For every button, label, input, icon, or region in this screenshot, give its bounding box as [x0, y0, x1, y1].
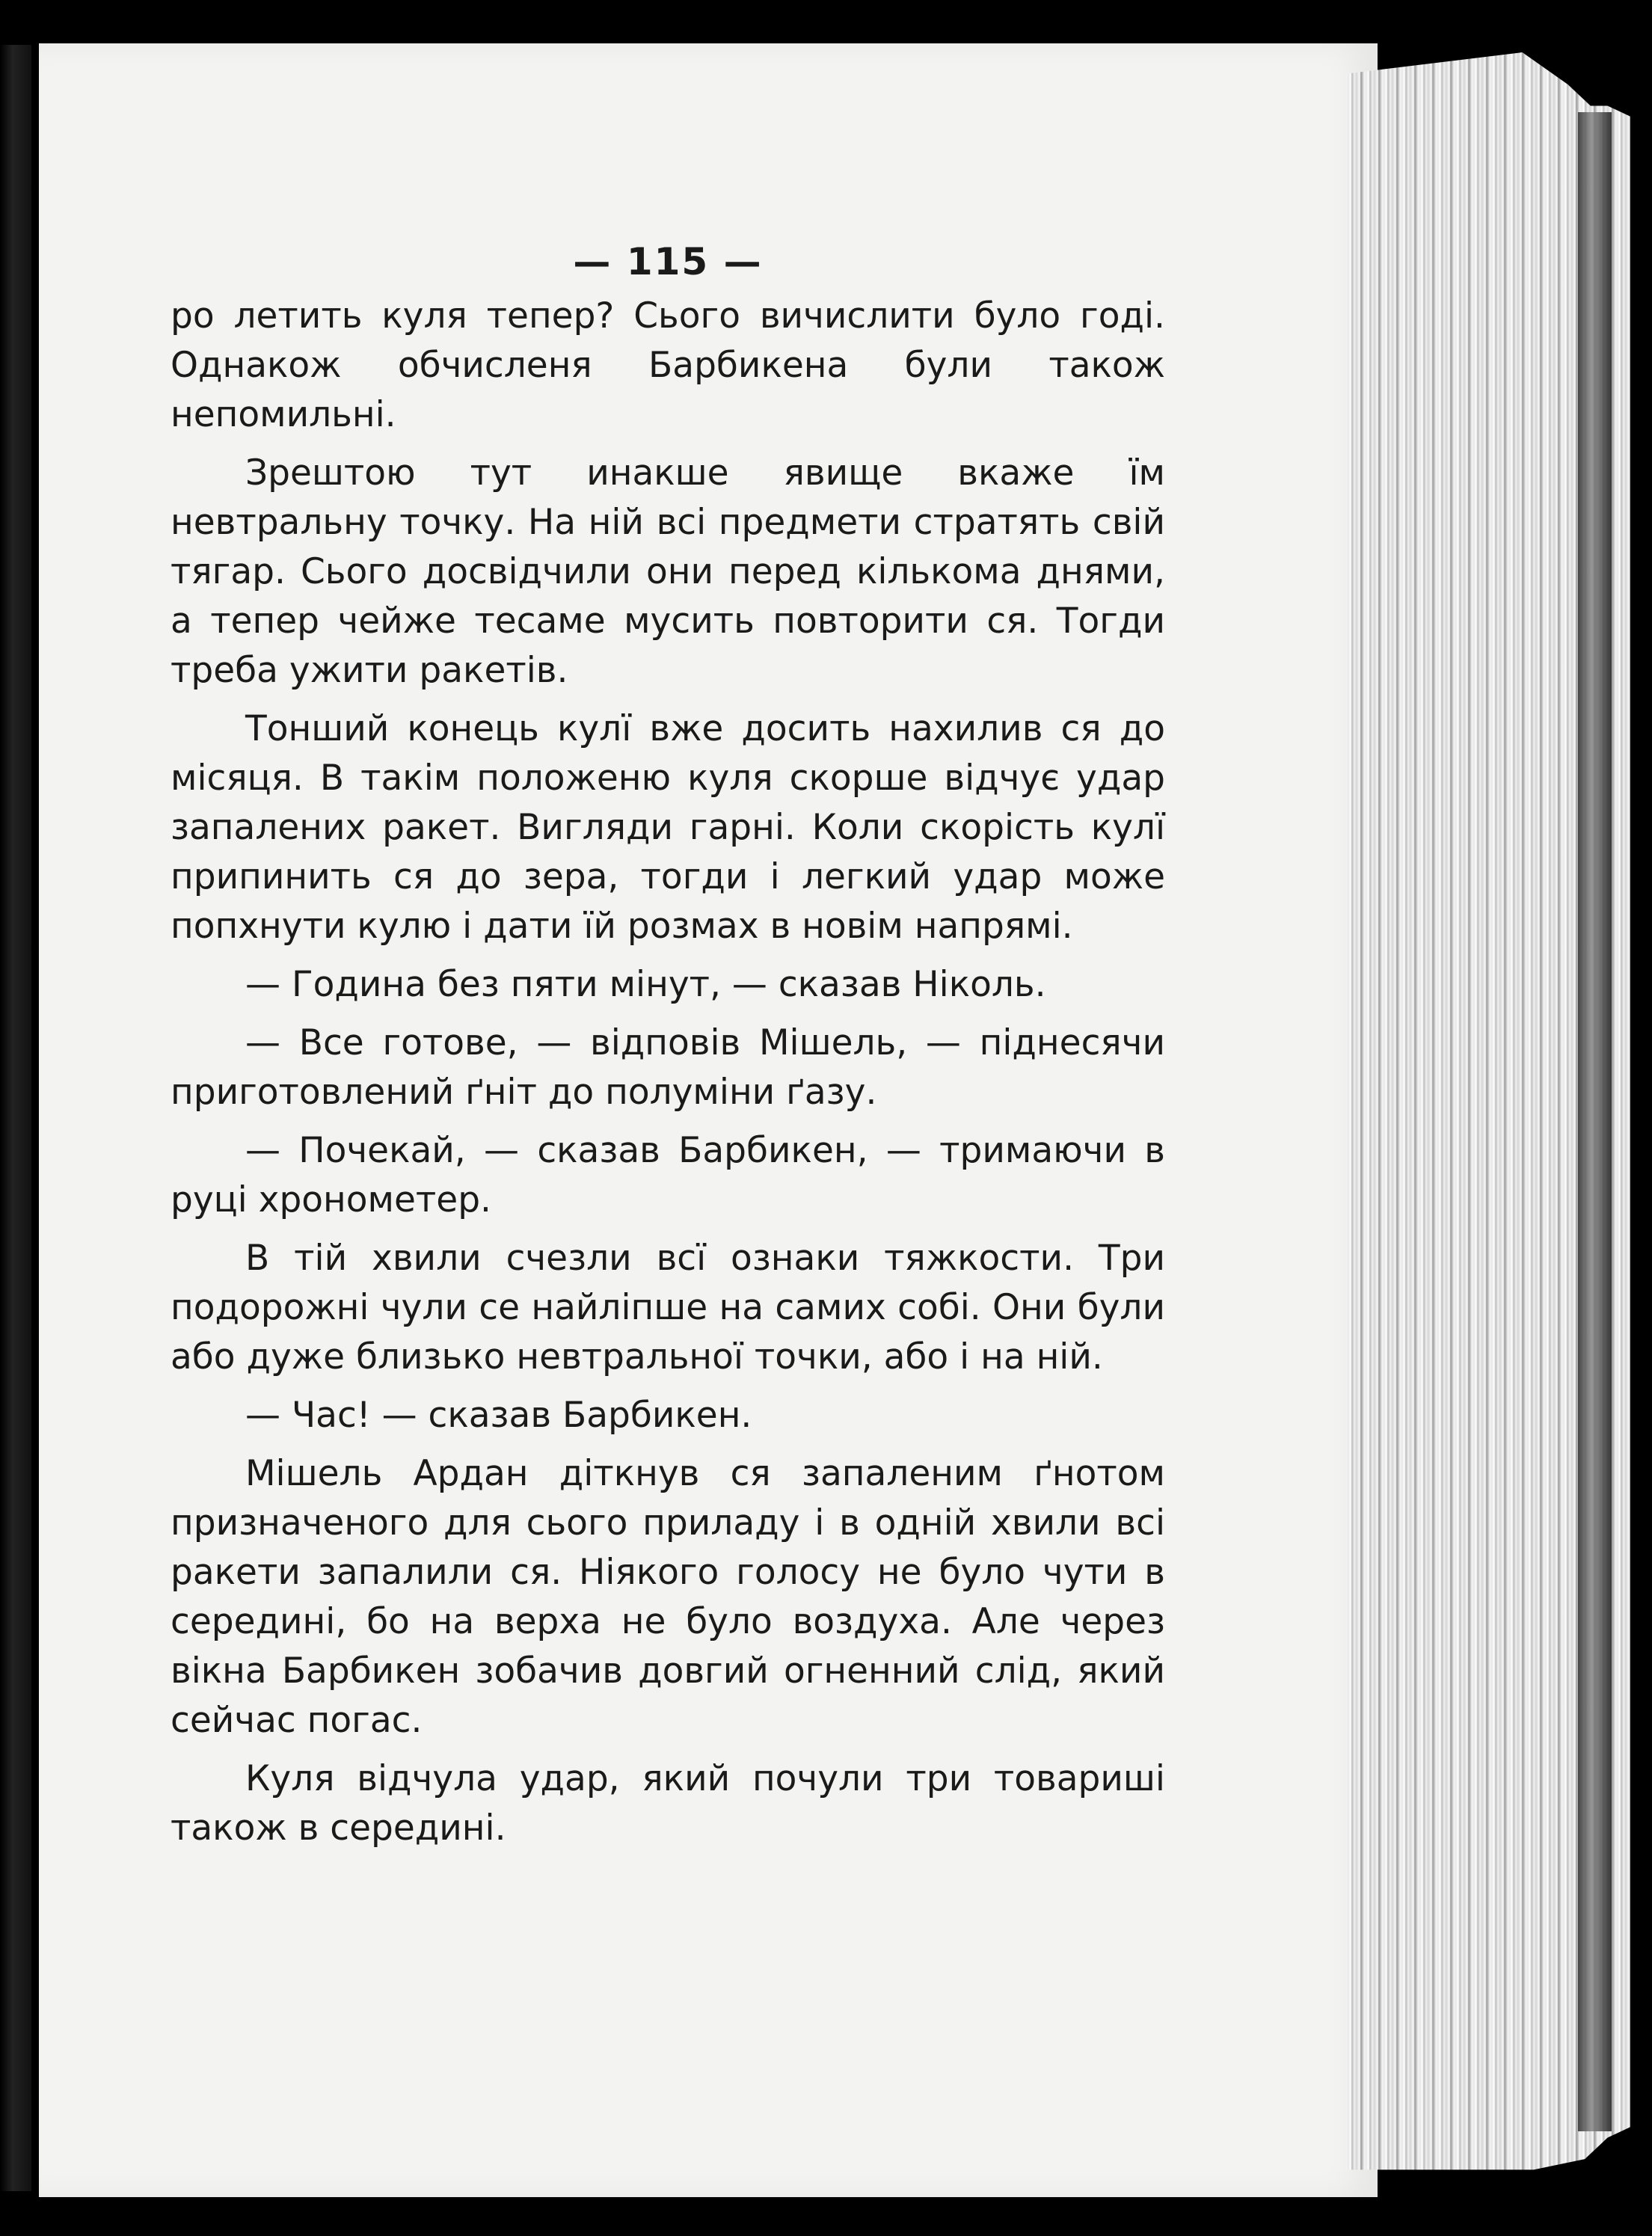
paragraph: Мішель Ардан діткнув ся запаленим ґнотом призначеного для сього приладу і в одній хвили всі ракети запалили ся. Ніякого голосу не було чути в середині, бо на верха не було воздуха. Але через вікна Барбикен зобачив довгий огненний слід, який сейчас погас. [171, 1453, 1165, 1741]
paragraph: Тонший конець кулї вже досить нахилив ся до місяця. В такім положеню куля скорше відчує удар запалених ракет. Вигляди гарні. Коли скорість кулї припинить ся до зера, тогди і легкий удар може попхнути кулю і дати їй розмах в новім напрямі. [171, 708, 1165, 947]
paragraph: — Час! — сказав Барбикен. [245, 1395, 752, 1436]
adjacent-page-edge [0, 45, 31, 2191]
paragraph: В тій хвили счезли всї ознаки тяжкости. Три подорожні чули се найліпше на самих собі. Они були або дуже близько невтральної точки, або і на ній. [171, 1238, 1165, 1377]
paragraph: — Почекай, — сказав Барбикен, — тримаючи в руці хронометер. [171, 1130, 1165, 1220]
paragraph: — Все готове, — відповів Мішель, — піднесячи приготовлений ґніт до полуміни ґазу. [171, 1022, 1165, 1113]
page-number: — 115 — [573, 240, 763, 283]
paragraph: Куля відчула удар, який почули три товариші також в середині. [171, 1758, 1165, 1849]
book-spine-shadow [1578, 112, 1612, 2131]
paragraph: Зрештою тут инакше явище вкаже їм невтральну точку. На ній всі предмети стратять свій тягар. Сього досвідчили они перед кількома днями, а тепер чейже тесаме мусить повторити ся. Тогди треба ужити ракетів. [171, 452, 1165, 691]
paragraph: — Година без пяти мінут, — сказав Ніколь. [245, 964, 1046, 1005]
page-body [171, 292, 1165, 1862]
paragraph: ро летить куля тепер? Сього вичислити було годі. Однакож обчисленя Барбикена були також непомильні. [171, 295, 1165, 435]
